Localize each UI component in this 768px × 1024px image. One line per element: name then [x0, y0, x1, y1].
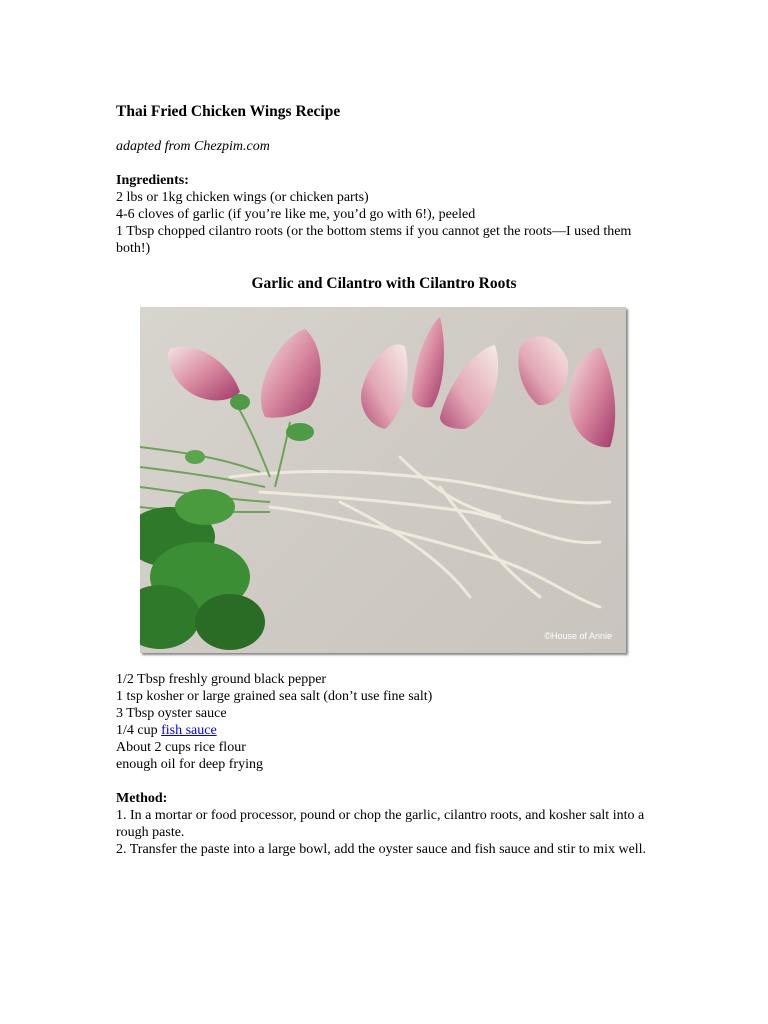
ingredients-section — [116, 172, 656, 257]
fish-sauce-prefix: 1/4 cup — [116, 723, 162, 738]
method-section — [116, 790, 656, 858]
ingredient-item: 4-6 cloves of garlic (if you’re like me, you’d go with 6!), peeled — [116, 207, 476, 222]
ingredient-item: 1 tsp kosher or large grained sea salt (don’t use fine salt) — [116, 689, 433, 704]
recipe-title: Thai Fried Chicken Wings Recipe — [116, 103, 341, 120]
recipe-source: adapted from Chezpim.com — [116, 139, 270, 154]
ingredient-item: 2 lbs or 1kg chicken wings (or chicken parts) — [116, 190, 369, 205]
garlic-cilantro-illustration — [140, 307, 626, 653]
garlic-cilantro-photo — [140, 307, 626, 653]
ingredient-item: 1 Tbsp chopped cilantro roots (or the bottom stems if you cannot get the roots—I used them both!) — [116, 224, 632, 256]
cilantro-leaves — [140, 394, 314, 650]
ingredient-item: enough oil for deep frying — [116, 757, 263, 772]
cilantro-roots — [230, 457, 610, 607]
ingredient-item: About 2 cups rice flour — [116, 740, 246, 755]
ingredient-item: 3 Tbsp oyster sauce — [116, 706, 227, 721]
method-step: 1. In a mortar or food processor, pound or chop the garlic, cilantro roots, and kosher salt into a rough paste. — [116, 808, 645, 840]
method-step: 2. Transfer the paste into a large bowl, add the oyster sauce and fish sauce and stir to mix well. — [116, 842, 647, 857]
ingredients-continued — [116, 671, 656, 773]
photo-caption: Garlic and Cilantro with Cilantro Roots — [251, 275, 517, 292]
fish-sauce-link[interactable]: fish sauce — [161, 723, 217, 738]
ingredients-heading: Ingredients: — [116, 173, 189, 188]
ingredient-item: 1/2 Tbsp freshly ground black pepper — [116, 672, 327, 687]
ingredient-item-fish-sauce — [116, 722, 656, 739]
garlic-cloves — [168, 317, 615, 447]
photo-credit: ©House of Annie — [544, 631, 612, 641]
recipe-document — [116, 102, 656, 858]
method-heading: Method: — [116, 791, 168, 806]
